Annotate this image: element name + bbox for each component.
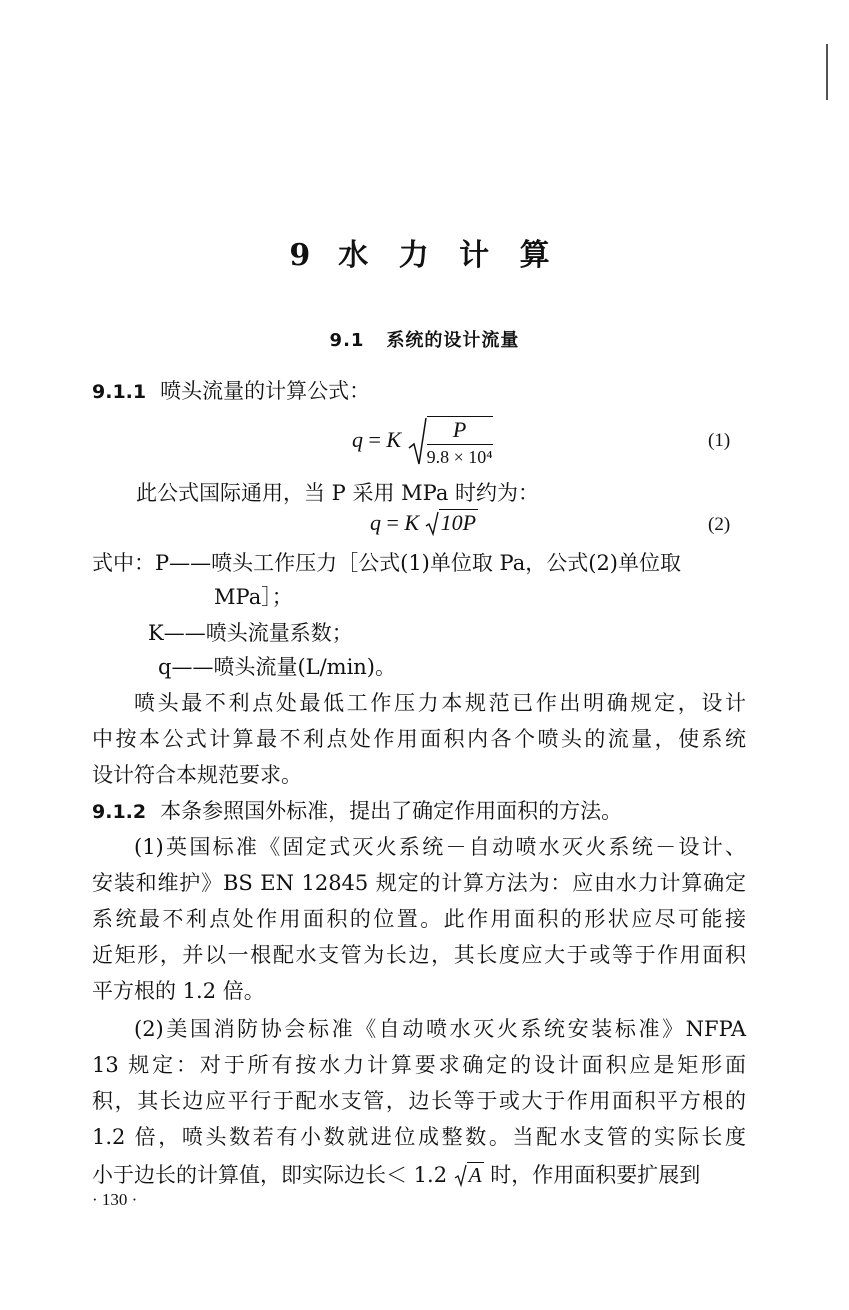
item2-line: 1.2 倍，喷头数若有小数就进位成整数。当配水支管的实际长度 [92, 1125, 746, 1149]
item1-line: (1)英国标准《固定式灭火系统－自动喷水灭火系统－设计、 [134, 835, 746, 859]
clause-911-text: 喷头流量的计算公式： [160, 379, 371, 403]
section-title: 系统的设计流量 [386, 330, 520, 351]
chapter-title: 水 力 计 算 [338, 238, 560, 273]
item1-line: 安装和维护》BS EN 12845 规定的计算方法为：应由水力计算确定 [92, 871, 746, 895]
item2-line: 积，其长边应平行于配水支管，边长等于或大于作用面积平方根的 [92, 1089, 746, 1113]
page-edge-mark [826, 44, 828, 100]
item1-line: 系统最不利点处作用面积的位置。此作用面积的形状应尽可能接 [92, 907, 746, 931]
formula-2-eq: = [386, 510, 399, 535]
formula-1-k: K [386, 427, 402, 453]
sqrt-a-radicand: A [468, 1163, 482, 1187]
formula-2-radicand: 10P [440, 510, 477, 535]
formula-2 [370, 510, 478, 536]
section-heading [0, 326, 849, 352]
formula-1-fraction [427, 416, 493, 468]
clause-912-number: 9.1.2 [92, 801, 147, 823]
chapter-number: 9 [289, 238, 321, 273]
formula-1-numerator: P [427, 417, 493, 445]
where-line-q: q——喷头流量(L/min)。 [158, 655, 397, 679]
where-line-k: K——喷头流量系数； [148, 621, 353, 645]
item2-line: 13 规定：对于所有按水力计算要求确定的设计面积应是矩形面 [92, 1053, 746, 1077]
section-number: 9.1 [329, 330, 365, 351]
formula-2-lhs: q [370, 510, 381, 535]
radical-sign [425, 510, 439, 536]
where-line-p-cont: MPa］； [214, 585, 293, 609]
item2-line: (2)美国消防协会标准《自动喷水灭火系统安装标准》NFPA [134, 1017, 746, 1041]
paragraph-line: 喷头最不利点处最低工作压力本规范已作出明确规定，设计 [134, 691, 746, 715]
formula-1-eq: = [368, 427, 381, 453]
clause-912-text: 本条参照国外标准，提出了确定作用面积的方法。 [160, 799, 623, 823]
formula-1-denominator: 9.8 × 10⁴ [426, 447, 493, 467]
paragraph-line: 中按本公式计算最不利点处作用面积内各个喷头的流量，使系统 [92, 727, 746, 751]
formula-1 [352, 416, 493, 468]
item1-line: 平方根的 1.2 倍。 [92, 979, 265, 1003]
clause-911-heading [92, 376, 370, 407]
clause-912-heading [92, 796, 622, 827]
radical-sign [454, 1163, 467, 1187]
radical-sign [407, 416, 427, 468]
equation-number-2: (2) [708, 514, 731, 535]
formula-2-intro: 此公式国际通用，当 P 采用 MPa 时约为： [136, 481, 540, 505]
item2-last-line-post: 时，作用面积要扩展到 [483, 1163, 701, 1187]
page-number: · 130 · [92, 1190, 138, 1209]
formula-2-k: K [404, 510, 420, 535]
paragraph-line: 设计符合本规范要求。 [92, 763, 302, 787]
equation-number-1: (1) [708, 430, 731, 451]
where-line-p: 式中：P——喷头工作压力［公式(1)单位取 Pa，公式(2)单位取 [92, 551, 682, 575]
item2-last-line-pre: 小于边长的计算值，即实际边长＜ 1.2 [92, 1163, 454, 1187]
formula-2-sqrt [425, 510, 478, 536]
item2-last-line [92, 1160, 700, 1190]
sqrt-a [454, 1163, 484, 1187]
item1-line: 近矩形，并以一根配水支管为长边，其长度应大于或等于作用面积 [92, 943, 746, 967]
formula-1-lhs: q [352, 427, 363, 453]
chapter-heading [0, 230, 849, 274]
formula-1-sqrt [407, 416, 493, 468]
clause-911-number: 9.1.1 [92, 381, 147, 403]
